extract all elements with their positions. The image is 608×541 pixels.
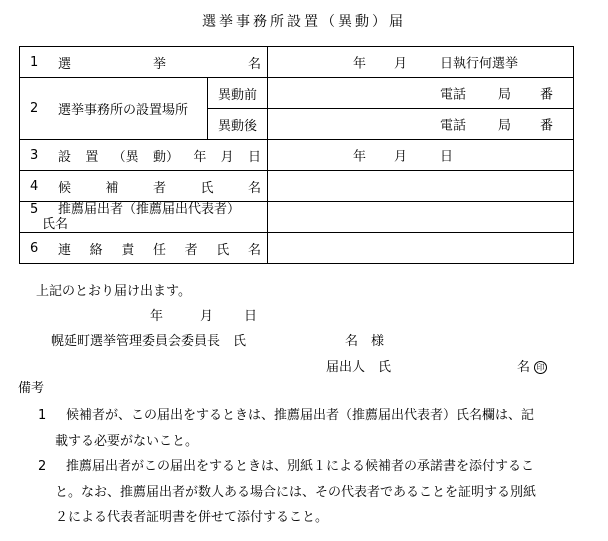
row-number: 1 xyxy=(30,54,39,70)
submission-month: 月 xyxy=(200,309,214,324)
label-char: 責 xyxy=(121,242,135,258)
remark-2-line-2: と。なお、推薦届出者が数人ある場合には、その代表者であることを証明する別紙 xyxy=(55,485,537,500)
number-label: 番 xyxy=(540,118,554,134)
row-office-location-before xyxy=(20,78,574,109)
label-char: 設 xyxy=(58,149,72,165)
submitter-suffix: 名 xyxy=(517,360,531,375)
label-char: 動） xyxy=(152,149,179,165)
label-char: （異 xyxy=(112,149,139,165)
row-number: 2 xyxy=(30,101,39,116)
row-recommender-name xyxy=(20,202,574,233)
remark-number: 2 xyxy=(38,459,47,474)
row-number: 3 xyxy=(30,147,39,163)
submitter-name-suffix xyxy=(517,360,547,376)
addressee: 幌延町選挙管理委員会委員長 氏 xyxy=(51,334,247,349)
recommender-name-value[interactable] xyxy=(268,202,574,233)
addressee-suffix: 名 様 xyxy=(345,334,385,349)
label-char: 挙 xyxy=(153,56,167,72)
recommender-label: 推薦届出者（推薦届出代表者） xyxy=(58,202,241,217)
year-label: 年 xyxy=(353,149,367,165)
number-label: 番 xyxy=(540,87,554,103)
label-char: 年 xyxy=(193,149,207,165)
exchange-label: 局 xyxy=(498,87,512,103)
label-char: 名 xyxy=(248,180,262,196)
remark-2-line-3: ２による代表者証明書を併せて添付すること。 xyxy=(55,510,329,525)
label-char: 補 xyxy=(105,180,119,196)
label-char: 者 xyxy=(184,242,198,258)
remark-2-line-1: 推薦届出者がこの届出をするときは、別紙１による候補者の承諾書を添付するこ xyxy=(66,459,535,474)
label-char: 氏 xyxy=(216,242,230,258)
row-number: 5 xyxy=(30,202,39,217)
row-setup-date xyxy=(20,140,574,171)
row-contact-person xyxy=(20,233,574,264)
remark-number: 1 xyxy=(38,408,47,423)
candidate-name-value[interactable] xyxy=(268,171,574,202)
remark-1-line-1: 候補者が、この届出をするときは、推薦届出者（推薦届出代表者）氏名欄は、記 xyxy=(66,408,535,423)
setup-date-value[interactable] xyxy=(268,140,574,171)
label-char: 候 xyxy=(58,180,72,196)
label-char: 置 xyxy=(85,149,99,165)
label-char: 名 xyxy=(248,56,262,72)
label-char: 選 xyxy=(58,56,72,72)
month-label: 月 xyxy=(394,149,408,165)
tel-label: 電話 xyxy=(440,118,467,134)
label-char: 任 xyxy=(152,242,166,258)
year-label: 年 xyxy=(353,56,367,72)
label-char: 絡 xyxy=(89,242,103,258)
row-candidate-name xyxy=(20,171,574,202)
contact-person-value[interactable] xyxy=(268,233,574,264)
election-name-value[interactable] xyxy=(268,47,574,78)
label-char: 者 xyxy=(153,180,167,196)
label-char: 名 xyxy=(247,242,261,258)
seal-icon: 印 xyxy=(534,361,547,374)
row-number: 6 xyxy=(30,240,39,256)
submitter-label: 届出人 氏 xyxy=(326,360,392,375)
label-char: 月 xyxy=(220,149,234,165)
location-before-value[interactable] xyxy=(268,78,574,109)
submission-year: 年 xyxy=(150,309,164,324)
label-char: 日 xyxy=(247,149,261,165)
remarks-heading: 備考 xyxy=(18,381,45,396)
before-change-label: 異動前 xyxy=(208,78,268,109)
month-label: 月 xyxy=(394,56,408,72)
remark-1-line-2: 載する必要がないこと。 xyxy=(55,434,199,449)
label-char: 連 xyxy=(58,242,72,258)
location-after-value[interactable] xyxy=(268,109,574,140)
office-location-label: 選挙事務所の設置場所 xyxy=(58,103,189,118)
label-char: 氏 xyxy=(200,180,214,196)
recommender-label-name: 氏名 xyxy=(42,217,69,232)
row-number: 4 xyxy=(30,178,39,194)
form-title: 選挙事務所設置（異動）届 xyxy=(202,14,406,30)
after-change-label: 異動後 xyxy=(208,109,268,140)
tel-label: 電話 xyxy=(440,87,467,103)
row-election-name xyxy=(20,47,574,78)
day-label: 日 xyxy=(440,149,454,165)
submission-day: 日 xyxy=(244,309,258,324)
day-election-label: 日執行何選挙 xyxy=(440,56,519,72)
submission-statement: 上記のとおり届け出ます。 xyxy=(36,284,191,299)
application-form-table xyxy=(19,46,574,264)
exchange-label: 局 xyxy=(498,118,512,134)
